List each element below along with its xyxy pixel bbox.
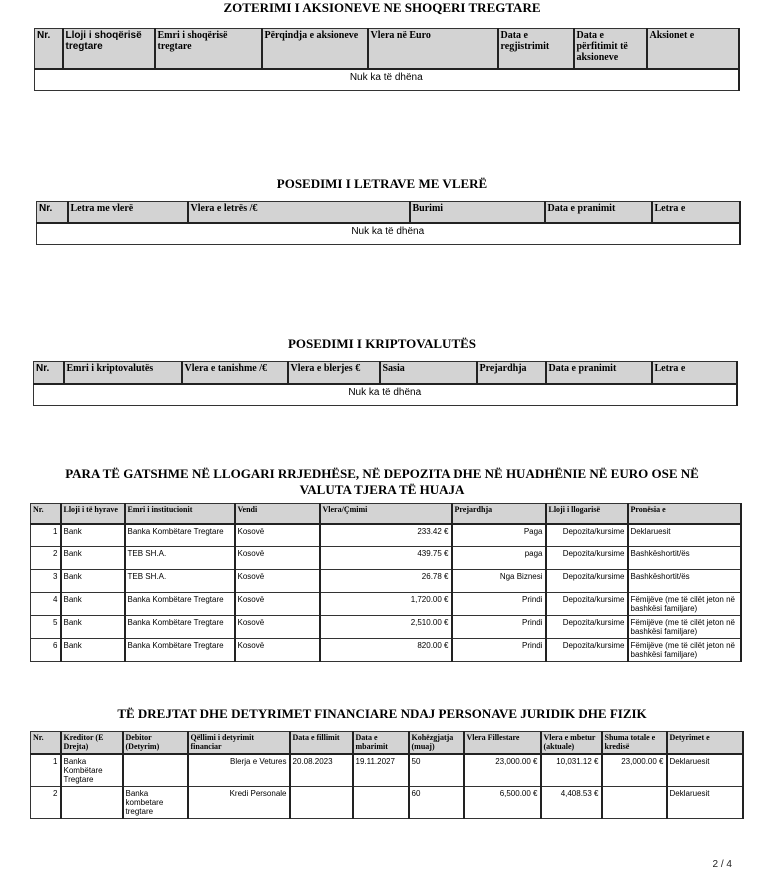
table-cell	[290, 786, 353, 818]
table-cell: Bashkëshortit/ës	[628, 570, 741, 593]
table-row	[31, 524, 741, 547]
table-row	[31, 639, 741, 662]
header-quantity: Sasia	[380, 362, 477, 384]
table-cell: 2	[31, 547, 61, 570]
table-cell: 60	[409, 786, 464, 818]
table-cell: Kosovë	[235, 616, 320, 639]
table-cell: Depozita/kursime	[546, 593, 628, 616]
table-cell: 23,000.00 €	[464, 754, 541, 787]
table-cell	[123, 754, 188, 787]
header-security-value: Vlera e letrës /€	[188, 202, 410, 223]
section-title-shares: ZOTERIMI I AKSIONEVE NE SHOQERI TREGTARE	[223, 0, 541, 15]
table-cell: 4,408.53 €	[541, 786, 602, 818]
table-cell: Prindi	[452, 593, 546, 616]
page-number: 2 / 4	[712, 859, 732, 870]
table-row	[31, 754, 743, 787]
header-shares-of: Aksionet e	[647, 29, 739, 69]
table-cell: 820.00 €	[320, 639, 452, 662]
header-letter-of: Letra e	[652, 202, 740, 223]
empty-message: Nuk ka të dhëna	[34, 384, 737, 406]
table-cell: Depozita/kursime	[546, 616, 628, 639]
header-nr: Nr.	[35, 29, 63, 69]
securities-table	[36, 201, 741, 245]
empty-message: Nuk ka të dhëna	[37, 223, 740, 245]
table-cell: Bank	[61, 616, 125, 639]
table-cell: 6	[31, 639, 61, 662]
header-value: Vlera/Çmimi	[320, 504, 452, 524]
table-cell: paga	[452, 547, 546, 570]
header-institution: Emri i institucionit	[125, 504, 235, 524]
table-cell: Banka Kombëtare Tregtare	[61, 754, 123, 787]
header-end-date: Data e mbarimit	[353, 732, 409, 754]
header-source: Burimi	[410, 202, 545, 223]
table-cell	[602, 786, 667, 818]
table-cell: Banka Kombëtare Tregtare	[125, 524, 235, 547]
table-cell: Banka Kombëtare Tregtare	[125, 593, 235, 616]
table-cell: Depozita/kursime	[546, 639, 628, 662]
table-cell: 1	[31, 524, 61, 547]
header-current-value: Vlera e tanishme /€	[182, 362, 288, 384]
section-title-crypto: POSEDIMI I KRIPTOVALUTËS	[287, 336, 477, 351]
table-cell: Prindi	[452, 616, 546, 639]
header-nr: Nr.	[31, 732, 61, 754]
table-cell: 10,031.12 €	[541, 754, 602, 787]
table-cell: Kredi Personale	[188, 786, 290, 818]
table-cell: Banka kombetare tregtare	[123, 786, 188, 818]
table-row	[31, 547, 741, 570]
header-letter-of: Letra e	[652, 362, 737, 384]
table-cell: 3	[31, 570, 61, 593]
table-cell: 50	[409, 754, 464, 787]
table-row	[31, 616, 741, 639]
table-cell: Blerja e Vetures	[188, 754, 290, 787]
table-cell: 26.78 €	[320, 570, 452, 593]
header-creditor: Kreditor (E Drejta)	[61, 732, 123, 754]
section-title-cash-line1: PARA TË GATSHME NË LLOGARI RRJEDHËSE, NË DEPOZITA DHE NË HUADHËNIE NË EURO OSE NË	[65, 466, 699, 481]
table-cell: 233.42 €	[320, 524, 452, 547]
header-income-type: Lloji i të hyrave	[61, 504, 125, 524]
table-cell: Kosovë	[235, 547, 320, 570]
header-nr: Nr.	[31, 504, 61, 524]
table-cell: Depozita/kursime	[546, 570, 628, 593]
table-cell: Bank	[61, 639, 125, 662]
header-start-date: Data e fillimit	[290, 732, 353, 754]
table-cell: 5	[31, 616, 61, 639]
table-cell	[61, 786, 123, 818]
header-remaining-value: Vlera e mbetur (aktuale)	[541, 732, 602, 754]
table-cell: Deklaruesit	[667, 754, 743, 787]
section-title-obligations: TË DREJTAT DHE DETYRIMET FINANCIARE NDAJ PERSONAVE JURIDIK DHE FIZIK	[117, 706, 647, 721]
table-cell: Depozita/kursime	[546, 547, 628, 570]
table-cell: Paga	[452, 524, 546, 547]
table-cell: Bank	[61, 547, 125, 570]
section-title-securities: POSEDIMI I LETRAVE ME VLERË	[276, 176, 488, 191]
table-cell: Bashkëshortit/ës	[628, 547, 741, 570]
cash-table	[30, 503, 742, 662]
table-cell: 23,000.00 €	[602, 754, 667, 787]
header-security: Letra me vlerë	[68, 202, 188, 223]
table-cell: 20.08.2023	[290, 754, 353, 787]
table-cell	[353, 786, 409, 818]
shares-table	[34, 28, 740, 91]
table-cell: TEB SH.A.	[125, 570, 235, 593]
header-nr: Nr.	[37, 202, 68, 223]
table-cell: Bank	[61, 524, 125, 547]
header-registration-date: Data e regjistrimit	[498, 29, 574, 69]
header-origin: Prejardhja	[477, 362, 546, 384]
header-crypto-name: Emri i kriptovalutës	[64, 362, 182, 384]
table-cell: Deklaruesit	[667, 786, 743, 818]
table-cell: Bank	[61, 570, 125, 593]
table-row	[31, 786, 743, 818]
table-cell: Banka Kombëtare Tregtare	[125, 639, 235, 662]
table-cell: Kosovë	[235, 570, 320, 593]
header-account-type: Lloji i llogarisë	[546, 504, 628, 524]
table-cell: Kosovë	[235, 593, 320, 616]
empty-message: Nuk ka të dhëna	[35, 69, 739, 91]
header-duration: Kohëzgjatja (muaj)	[409, 732, 464, 754]
obligations-table	[30, 731, 744, 819]
table-row	[31, 570, 741, 593]
header-company-name: Emri i shoqërisë tregtare	[155, 29, 262, 69]
header-obligations-of: Detyrimet e	[667, 732, 743, 754]
table-cell: Fëmijëve (me të cilët jeton në bashkësi familjare)	[628, 616, 741, 639]
table-cell: Kosovë	[235, 524, 320, 547]
table-cell: 439.75 €	[320, 547, 452, 570]
header-origin: Prejardhja	[452, 504, 546, 524]
table-cell: Deklaruesit	[628, 524, 741, 547]
table-cell: 1,720.00 €	[320, 593, 452, 616]
table-row	[31, 593, 741, 616]
header-value-euro: Vlera në Euro	[368, 29, 498, 69]
header-receipt-date: Data e pranimit	[545, 202, 652, 223]
table-cell: Kosovë	[235, 639, 320, 662]
table-cell: Fëmijëve (me të cilët jeton në bashkësi familjare)	[628, 639, 741, 662]
header-purpose: Qëllimi i detyrimit financiar	[188, 732, 290, 754]
header-share-percent: Përqindja e aksioneve	[262, 29, 368, 69]
table-cell: 6,500.00 €	[464, 786, 541, 818]
table-cell: 19.11.2027	[353, 754, 409, 787]
header-total-credit: Shuma totale e kredisë	[602, 732, 667, 754]
header-ownership: Pronësia e	[628, 504, 741, 524]
table-cell: TEB SH.A.	[125, 547, 235, 570]
table-cell: Nga Biznesi	[452, 570, 546, 593]
header-initial-value: Vlera Fillestare	[464, 732, 541, 754]
header-debtor: Debitor (Detyrim)	[123, 732, 188, 754]
table-cell: Depozita/kursime	[546, 524, 628, 547]
table-cell: 1	[31, 754, 61, 787]
table-cell: 2,510.00 €	[320, 616, 452, 639]
header-purchase-value: Vlera e blerjes €	[288, 362, 380, 384]
header-company-type: Lloji i shoqërisë tregtare	[63, 29, 155, 69]
table-cell: Fëmijëve (me të cilët jeton në bashkësi familjare)	[628, 593, 741, 616]
table-cell: 4	[31, 593, 61, 616]
header-acquisition-date: Data e përfitimit të aksioneve	[574, 29, 647, 69]
header-country: Vendi	[235, 504, 320, 524]
header-receipt-date: Data e pranimit	[546, 362, 652, 384]
table-cell: Banka Kombëtare Tregtare	[125, 616, 235, 639]
crypto-table	[33, 361, 738, 406]
table-cell: Bank	[61, 593, 125, 616]
table-cell: Prindi	[452, 639, 546, 662]
table-cell: 2	[31, 786, 61, 818]
section-title-cash-line2: VALUTA TJERA TË HUAJA	[299, 482, 465, 497]
header-nr: Nr.	[34, 362, 64, 384]
